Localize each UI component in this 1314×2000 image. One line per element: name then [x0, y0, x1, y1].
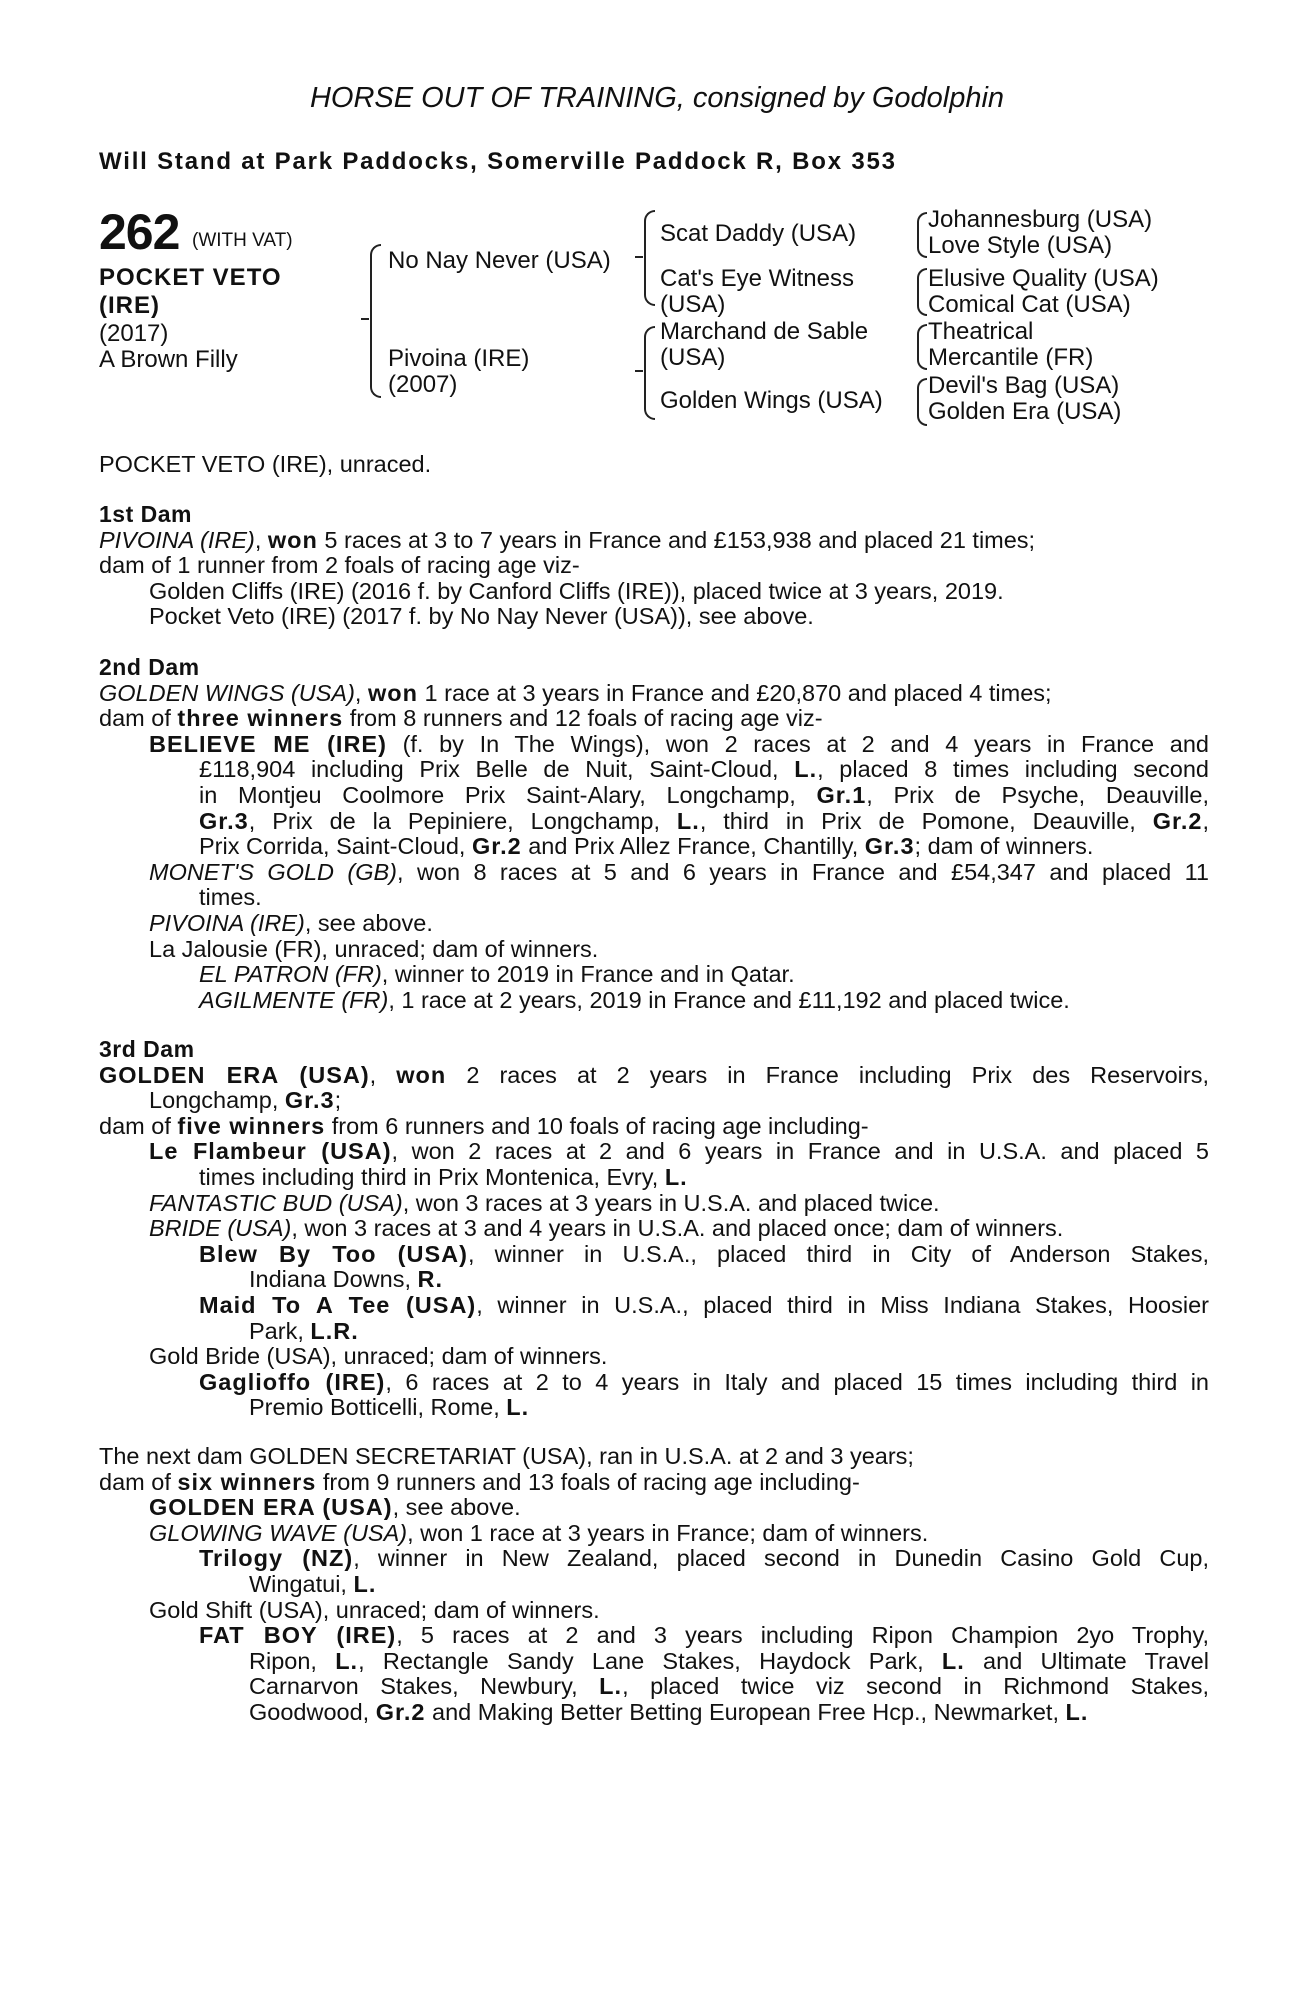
text: ;: [334, 1087, 342, 1114]
section-heading: 3rd Dam: [99, 1036, 195, 1062]
won-label: won: [367, 679, 418, 706]
text: and Prix Allez France, Chantilly,: [521, 833, 865, 860]
dam-name: PIVOINA (IRE): [99, 526, 255, 553]
text: , won 1 race at 3 years in France; dam of winners.: [407, 1519, 929, 1546]
text: Ripon,: [249, 1647, 336, 1674]
horse-name: Gaglioffo (IRE): [199, 1368, 386, 1395]
produce-entry: [99, 1293, 1209, 1319]
text: Prix Corrida, Saint-Cloud,: [199, 833, 472, 860]
winners-count: six winners: [177, 1468, 317, 1495]
text: ; dam of winners.: [914, 833, 1094, 860]
text: Park,: [249, 1317, 311, 1344]
race-grade: L.: [506, 1394, 530, 1421]
produce-entry: [99, 1191, 1209, 1217]
ds-bracket: [917, 324, 927, 370]
race-grade: L.: [1065, 1698, 1089, 1725]
produce-entry: La Jalousie (FR), unraced; dam of winners.: [149, 935, 599, 962]
dd-dam: Golden Era (USA): [928, 398, 1122, 425]
text: , placed twice viz second in Richmond Stakes,: [622, 1673, 1209, 1700]
race-grade: Gr.2: [471, 833, 522, 860]
text: , won 3 races at 3 and 4 years in U.S.A. and placed once; dam of winners.: [291, 1215, 1064, 1242]
produce-entry: [99, 1495, 1209, 1521]
dam-line: PIVOINA (IRE), won 5 races at 3 to 7 years in France and £153,938 and placed 21 times;: [99, 526, 1036, 553]
produce-entry: [99, 1139, 1209, 1165]
horse-name: MONET'S GOLD (GB): [149, 858, 398, 885]
produce-entry: [99, 988, 1209, 1014]
produce-entry-cont: [99, 1572, 1209, 1598]
text: £118,904 including Prix Belle de Nuit, Saint-Cloud,: [199, 756, 795, 783]
text: 2 races at 2 years in France including Prix des Reservoirs,: [446, 1061, 1209, 1088]
ss-dam: Love Style (USA): [928, 232, 1113, 259]
race-grade: Gr.3: [199, 807, 249, 834]
horse-name: BRIDE (USA): [149, 1215, 292, 1242]
ss-sire: Johannesburg (USA): [928, 206, 1153, 233]
produce-entry: [99, 1623, 1209, 1649]
dam-line: GOLDEN WINGS (USA), won 1 race at 3 years in France and £20,870 and placed 4 times;: [99, 679, 1052, 706]
race-grade: L.: [353, 1570, 377, 1597]
text: , winner in U.S.A., placed third in Miss Indiana Stakes, Hoosier: [476, 1291, 1209, 1318]
sire-bracket-tip: [635, 256, 643, 258]
produce-entry: [99, 962, 1209, 988]
produce-entry: [99, 911, 1209, 937]
race-grade: L.: [794, 756, 818, 783]
dam: Pivoina (IRE): [388, 345, 530, 372]
race-grade: Gr.2: [375, 1698, 426, 1725]
sire-dam: Cat's Eye Witness: [660, 265, 854, 292]
dam-record: 5 races at 3 to 7 years in France and £153,938 and placed 21 times;: [317, 526, 1036, 553]
text: and Making Better Betting European Free Hcp., Newmarket,: [425, 1698, 1066, 1725]
won-label: won: [396, 1061, 447, 1088]
horse-name: Blew By Too (USA): [199, 1240, 468, 1267]
race-grade: L.: [676, 807, 700, 834]
text: (f. by In The Wings), won 2 races at 2 and 4 years in France and: [386, 730, 1209, 757]
text: Indiana Downs,: [249, 1266, 418, 1293]
produce-entry-cont: times.: [199, 884, 262, 911]
text: dam of: [99, 1468, 178, 1495]
text: times including third in Prix Montenica, Evry,: [199, 1163, 665, 1190]
next-dam-section: [99, 1444, 1209, 1726]
text: , 5 races at 2 and 3 years including Ripon Champion 2yo Trophy,: [396, 1622, 1209, 1649]
race-grade: Gr.1: [816, 781, 867, 808]
race-grade: L.: [599, 1673, 623, 1700]
dam-line-cont: [99, 1088, 1209, 1114]
produce-summary: [99, 1114, 1209, 1140]
produce-entry-cont: [99, 1395, 1209, 1421]
horse-name: BELIEVE ME (IRE): [149, 730, 387, 757]
pedigree-bracket: [370, 244, 381, 398]
third-dam-section: [99, 1037, 1209, 1421]
text: , Rectangle Sandy Lane Stakes, Haydock Park,: [358, 1647, 942, 1674]
produce-entry-cont: [99, 809, 1209, 835]
sd-sire: Elusive Quality (USA): [928, 265, 1159, 292]
dam-dam: Golden Wings (USA): [660, 387, 883, 414]
text: ,: [1202, 807, 1209, 834]
foaling-year: (2017): [99, 320, 169, 347]
dam-year: (2007): [388, 371, 458, 398]
stable-location: Will Stand at Park Paddocks, Somerville Paddock R, Box 353: [99, 148, 897, 175]
horse-name: GLOWING WAVE (USA): [149, 1519, 408, 1546]
dam-bracket: [644, 326, 655, 420]
text: dam of: [99, 705, 178, 732]
produce-entry: [99, 860, 1209, 886]
section-heading: 1st Dam: [99, 501, 192, 527]
section-heading: 2nd Dam: [99, 654, 200, 680]
sire-sire: Scat Daddy (USA): [660, 220, 857, 247]
race-grade: L.R.: [310, 1317, 359, 1344]
race-grade: Gr.2: [1152, 807, 1203, 834]
race-grade: Gr.3: [284, 1087, 335, 1114]
text: , winner to 2019 in France and in Qatar.: [381, 961, 795, 988]
produce-entry: Gold Shift (USA), unraced; dam of winners.: [149, 1596, 600, 1623]
produce-summary: [99, 706, 1209, 732]
dam-name: GOLDEN ERA (USA): [99, 1061, 370, 1088]
horse-name: Trilogy (NZ): [199, 1545, 354, 1572]
produce-entry: [99, 1521, 1209, 1547]
produce-entry: [99, 1216, 1209, 1242]
dd-bracket: [917, 378, 927, 426]
produce-entry-cont: [99, 1700, 1209, 1726]
text: , 1 race at 2 years, 2019 in France and £11,192 and placed twice.: [388, 986, 1070, 1013]
horse-name: AGILMENTE (FR): [199, 986, 389, 1013]
race-grade: R.: [417, 1266, 444, 1293]
sire-dam-country: (USA): [660, 291, 726, 318]
sd-bracket: [917, 268, 927, 316]
horse-name: GOLDEN ERA (USA): [149, 1494, 393, 1521]
ds-sire: Theatrical: [928, 318, 1034, 345]
horse-name: Le Flambeur (USA): [149, 1138, 392, 1165]
produce-entry: [99, 1546, 1209, 1572]
text: , won 3 races at 3 years in U.S.A. and placed twice.: [402, 1189, 940, 1216]
intro-line: [99, 452, 1209, 478]
text: , see above.: [392, 1494, 521, 1521]
text: Goodwood,: [249, 1698, 376, 1725]
race-grade: L.: [941, 1647, 965, 1674]
produce-summary: dam of 1 runner from 2 foals of racing age viz-: [99, 552, 580, 579]
horse-name: Maid To A Tee (USA): [199, 1291, 477, 1318]
dam-bracket-tip: [635, 370, 643, 372]
produce-entry: Golden Cliffs (IRE) (2016 f. by Canford Cliffs (IRE)), placed twice at 3 years, 2019.: [149, 577, 1004, 604]
horse-name: PIVOINA (IRE): [149, 909, 305, 936]
produce-entry: [99, 1370, 1209, 1396]
produce-entry-cont: [99, 834, 1209, 860]
text: , 6 races at 2 to 4 years in Italy and placed 15 times including third in: [385, 1368, 1210, 1395]
dd-sire: Devil's Bag (USA): [928, 372, 1120, 399]
consignor-title: HORSE OUT OF TRAINING, consigned by Godolphin: [309, 82, 1005, 114]
text: , won 2 races at 2 and 6 years in France and in U.S.A. and placed 5: [391, 1138, 1209, 1165]
text: Wingatui,: [249, 1570, 354, 1597]
text: in Montjeu Coolmore Prix Saint-Alary, Longchamp,: [199, 781, 817, 808]
produce-summary: [99, 1470, 1209, 1496]
text: dam of: [99, 1112, 178, 1139]
text: and Ultimate Travel: [964, 1647, 1209, 1674]
dam-record: 1 race at 3 years in France and £20,870 and placed 4 times;: [417, 679, 1052, 706]
horse-name: FANTASTIC BUD (USA): [149, 1189, 403, 1216]
race-grade: L.: [335, 1647, 359, 1674]
second-dam-section: [99, 655, 1209, 1013]
text: from 9 runners and 13 foals of racing age including-: [316, 1468, 860, 1495]
winners-count: five winners: [177, 1112, 326, 1139]
produce-entry: Gold Bride (USA), unraced; dam of winners.: [149, 1343, 608, 1370]
text: ,: [369, 1061, 397, 1088]
sd-dam: Comical Cat (USA): [928, 291, 1131, 318]
produce-entry-cont: [99, 1165, 1209, 1191]
race-grade: Gr.3: [864, 833, 915, 860]
horse-name: POCKET VETO: [99, 264, 282, 291]
produce-entry: [99, 1242, 1209, 1268]
produce-entry: Pocket Veto (IRE) (2017 f. by No Nay Never (USA)), see above.: [149, 603, 814, 630]
won-label: won: [267, 526, 318, 553]
text: Premio Botticelli, Rome,: [249, 1394, 507, 1421]
vat-note: (WITH VAT): [192, 230, 293, 251]
text: , placed 8 times including second: [817, 756, 1209, 783]
text: from 8 runners and 12 foals of racing age viz-: [343, 705, 823, 732]
produce-entry-cont: [99, 1674, 1209, 1700]
horse-name: EL PATRON (FR): [199, 961, 382, 988]
text: , Prix de Psyche, Deauville,: [866, 781, 1210, 808]
dam-line: The next dam GOLDEN SECRETARIAT (USA), ran in U.S.A. at 2 and 3 years;: [99, 1443, 914, 1469]
text: , see above.: [304, 909, 433, 936]
dam-sire-country: (USA): [660, 344, 726, 371]
produce-entry-cont: [99, 1267, 1209, 1293]
dam-line: [99, 1063, 1209, 1089]
produce-entry-cont: [99, 757, 1209, 783]
produce-entry-cont: [99, 1649, 1209, 1675]
ss-bracket: [917, 212, 927, 258]
horse-name: FAT BOY (IRE): [199, 1622, 397, 1649]
lot-number: 262: [99, 204, 180, 260]
race-grade: L.: [664, 1163, 688, 1190]
text: from 6 runners and 10 foals of racing age including-: [325, 1112, 869, 1139]
text: , winner in New Zealand, placed second in Dunedin Casino Gold Cup,: [353, 1545, 1209, 1572]
dam-name: GOLDEN WINGS (USA): [99, 679, 355, 706]
text: , Prix de la Pepiniere, Longchamp,: [248, 807, 677, 834]
text: Longchamp,: [149, 1087, 285, 1114]
text: , won 8 races at 5 and 6 years in France and £54,347 and placed 11: [397, 858, 1209, 885]
horse-name-suffix: (IRE): [99, 292, 160, 319]
produce-entry: [99, 732, 1209, 758]
winners-count: three winners: [177, 705, 344, 732]
horse-description: A Brown Filly: [99, 346, 238, 373]
sire-bracket: [644, 210, 655, 306]
dam-sire: Marchand de Sable: [660, 318, 869, 345]
produce-entry-cont: [99, 783, 1209, 809]
intro-text: POCKET VETO (IRE), unraced.: [99, 451, 432, 477]
pedigree-bracket-tip: [361, 318, 369, 320]
text: Carnarvon Stakes, Newbury,: [249, 1673, 600, 1700]
produce-entry-cont: [99, 1319, 1209, 1345]
first-dam-section: [99, 502, 1209, 630]
ds-dam: Mercantile (FR): [928, 344, 1094, 371]
text: , winner in U.S.A., placed third in City of Anderson Stakes,: [467, 1240, 1209, 1267]
text: , third in Prix de Pomone, Deauville,: [699, 807, 1153, 834]
sire: No Nay Never (USA): [388, 247, 611, 274]
